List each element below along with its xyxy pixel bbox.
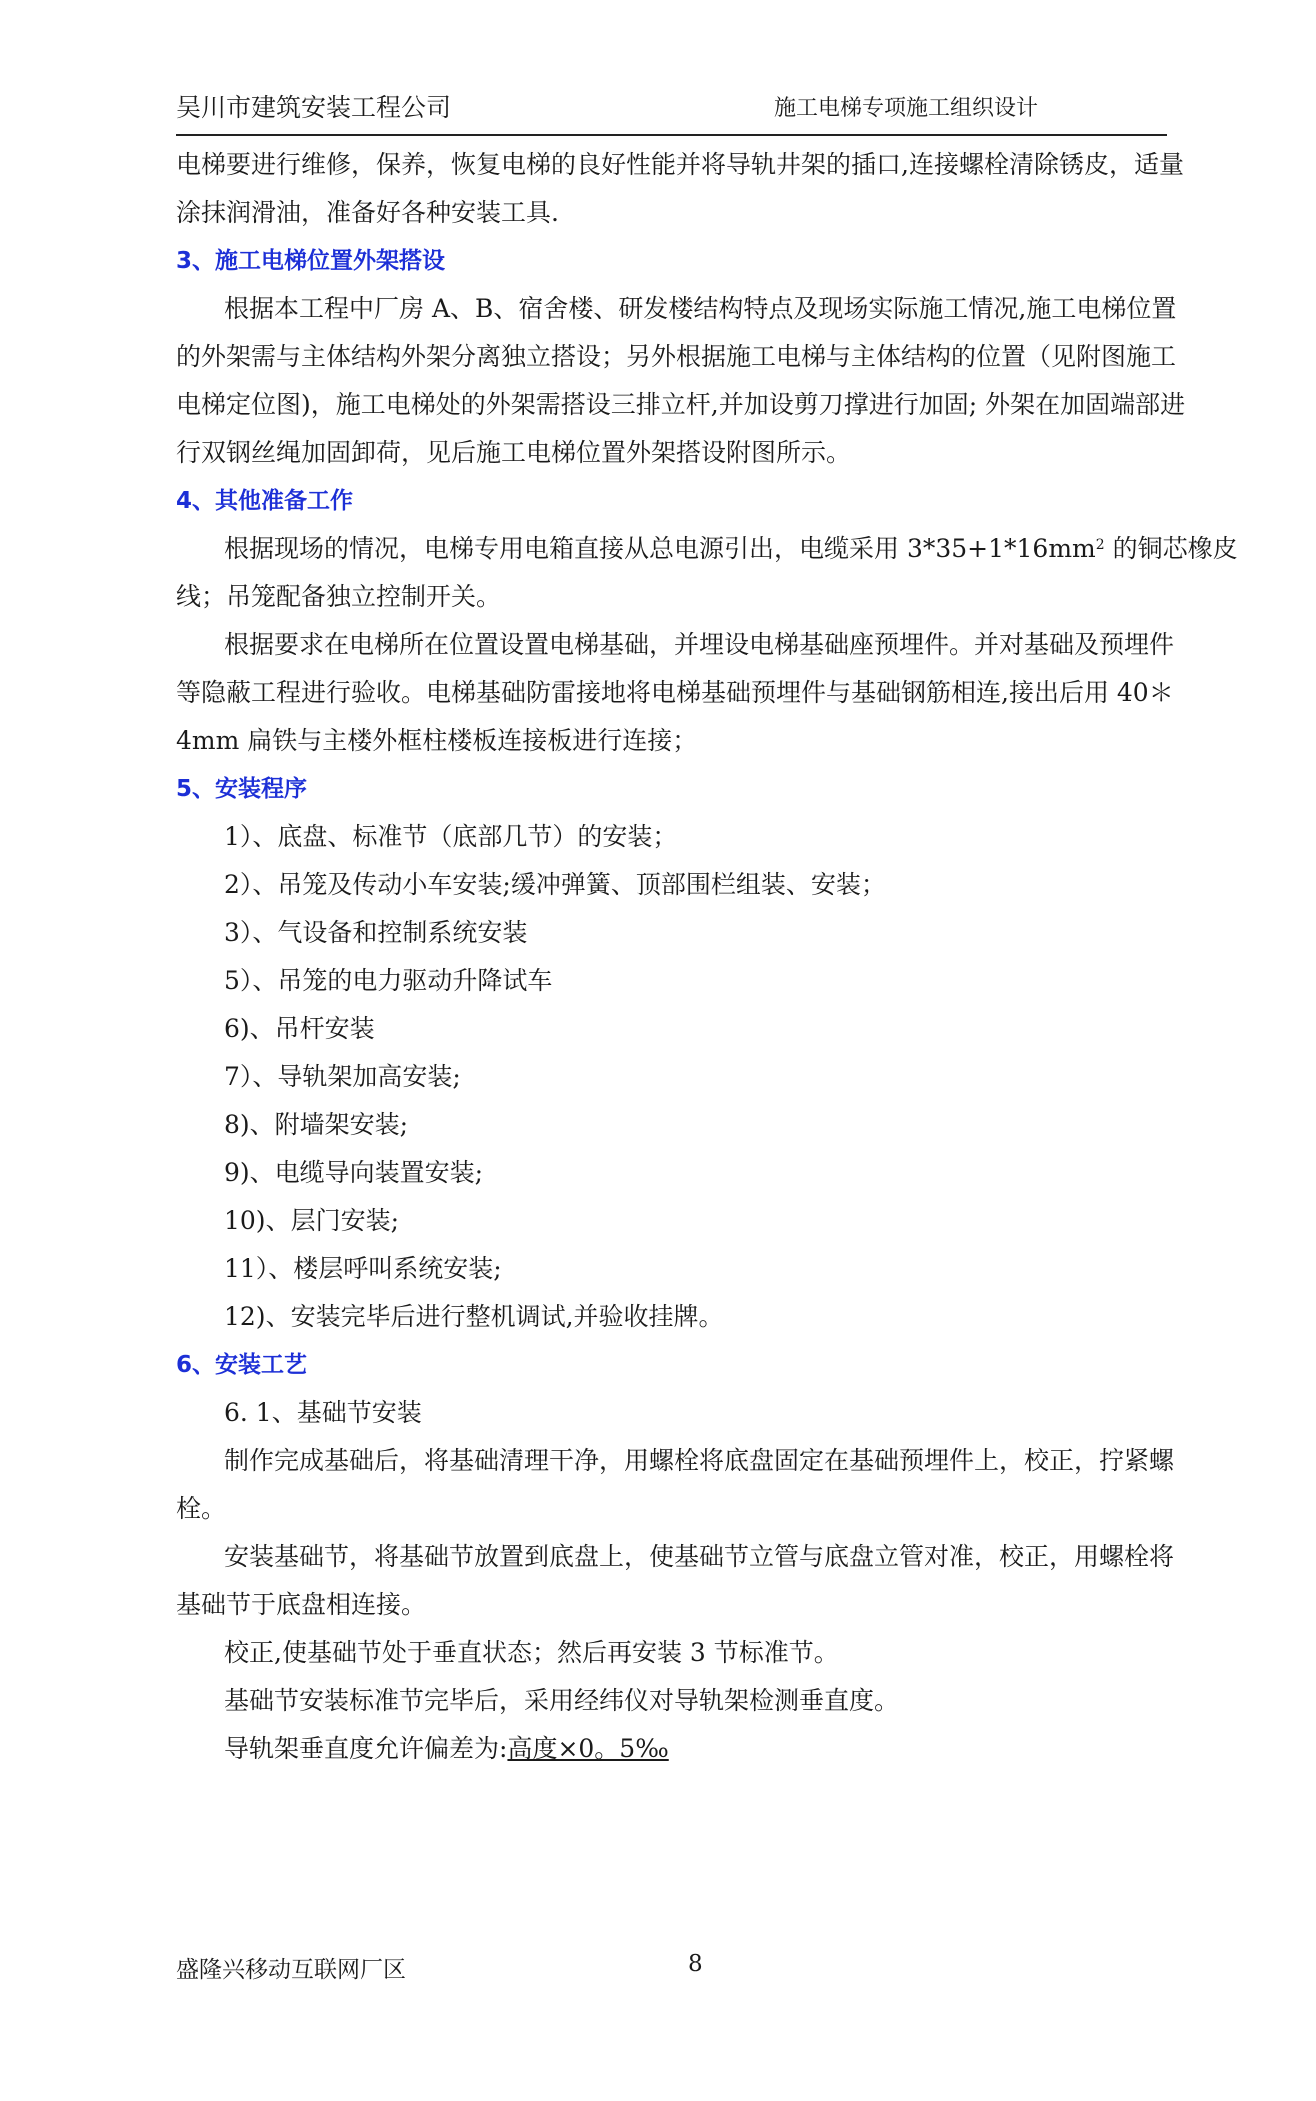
- text-run: 根据现场的情况，电梯专用电箱直接从总电源引出，电缆采用 3*35+1*16mm: [224, 534, 1096, 563]
- paragraph-line: 电梯要进行维修，保养，恢复电梯的良好性能并将导轨井架的插口,连接螺栓清除锈皮，适量: [176, 150, 1184, 179]
- paragraph-line: 制作完成基础后，将基础清理干净，用螺栓将底盘固定在基础预埋件上，校正，拧紧螺: [224, 1446, 1175, 1475]
- section-heading-4: 4、其他准备工作: [176, 488, 354, 514]
- tolerance-value: 高度×0。5‰: [507, 1734, 669, 1763]
- text-run: 导轨架垂直度允许偏差为:: [224, 1734, 508, 1763]
- paragraph-line: 根据要求在电梯所在位置设置电梯基础，并埋设电梯基础座预埋件。并对基础及预埋件: [224, 630, 1175, 659]
- paragraph-line: 4mm 扁铁与主楼外框柱楼板连接板进行连接；: [176, 726, 698, 755]
- paragraph-line: 电梯定位图)，施工电梯处的外架需搭设三排立杆,并加设剪刀撑进行加固; 外架在加固端部进: [176, 390, 1186, 419]
- list-item: 6)、吊杆安装: [224, 1014, 375, 1043]
- paragraph-line: 线；吊笼配备独立控制开关。: [176, 582, 502, 611]
- paragraph-line: 涂抹润滑油，准备好各种安装工具.: [176, 198, 559, 227]
- list-item: 7）、导轨架加高安装;: [224, 1062, 461, 1091]
- paragraph-line: [224, 1732, 1224, 1766]
- list-item: 2）、吊笼及传动小车安装;缓冲弹簧、顶部围栏组装、安装；: [224, 870, 886, 899]
- paragraph-line: 安装基础节，将基础节放置到底盘上，使基础节立管与底盘立管对准，校正，用螺栓将: [224, 1542, 1175, 1571]
- subsection-heading: 6. 1、基础节安装: [224, 1398, 422, 1427]
- paragraph-line: 栓。: [176, 1494, 227, 1523]
- list-item: 12)、安装完毕后进行整机调试,并验收挂牌。: [224, 1302, 724, 1331]
- list-item: 10)、层门安装;: [224, 1206, 399, 1235]
- text-run: 的铜芯橡皮: [1104, 534, 1238, 563]
- paragraph-line: 根据本工程中厂房 A、B、宿舍楼、研发楼结构特点及现场实际施工情况,施工电梯位置: [224, 294, 1177, 323]
- header-doc-title: 施工电梯专项施工组织设计: [774, 96, 1039, 121]
- list-item: 11）、楼层呼叫系统安装;: [224, 1254, 502, 1283]
- paragraph-line: 基础节于底盘相连接。: [176, 1590, 427, 1619]
- page-number: 8: [688, 1951, 703, 1977]
- list-item: 9)、电缆导向装置安装;: [224, 1158, 484, 1187]
- list-item: 1）、底盘、标准节（底部几节）的安装；: [224, 822, 678, 851]
- paragraph-line: 等隐蔽工程进行验收。电梯基础防雷接地将电梯基础预埋件与基础钢筋相连,接出后用 40＊: [176, 678, 1174, 707]
- section-heading-5: 5、安装程序: [176, 776, 308, 802]
- paragraph-line: 校正,使基础节处于垂直状态；然后再安装 3 节标准节。: [224, 1638, 839, 1667]
- paragraph-line: 行双钢丝绳加固卸荷，见后施工电梯位置外架搭设附图所示。: [176, 438, 852, 467]
- section-heading-6: 6、安装工艺: [176, 1352, 308, 1378]
- paragraph-line: 基础节安装标准节完毕后，采用经纬仪对导轨架检测垂直度。: [224, 1686, 900, 1715]
- paragraph-line: 的外架需与主体结构外架分离独立搭设；另外根据施工电梯与主体结构的位置（见附图施工: [176, 342, 1177, 371]
- list-item: 3）、气设备和控制系统安装: [224, 918, 528, 947]
- paragraph-line: [224, 532, 1238, 566]
- list-item: 5）、吊笼的电力驱动升降试车: [224, 966, 553, 995]
- header-company: 吴川市建筑安装工程公司: [176, 93, 452, 122]
- footer-project: 盛隆兴移动互联网厂区: [176, 1957, 406, 1983]
- list-item: 8)、附墙架安装;: [224, 1110, 409, 1139]
- section-heading-3: 3、施工电梯位置外架搭设: [176, 248, 446, 274]
- header-divider: [176, 134, 1167, 136]
- superscript: 2: [1095, 537, 1105, 553]
